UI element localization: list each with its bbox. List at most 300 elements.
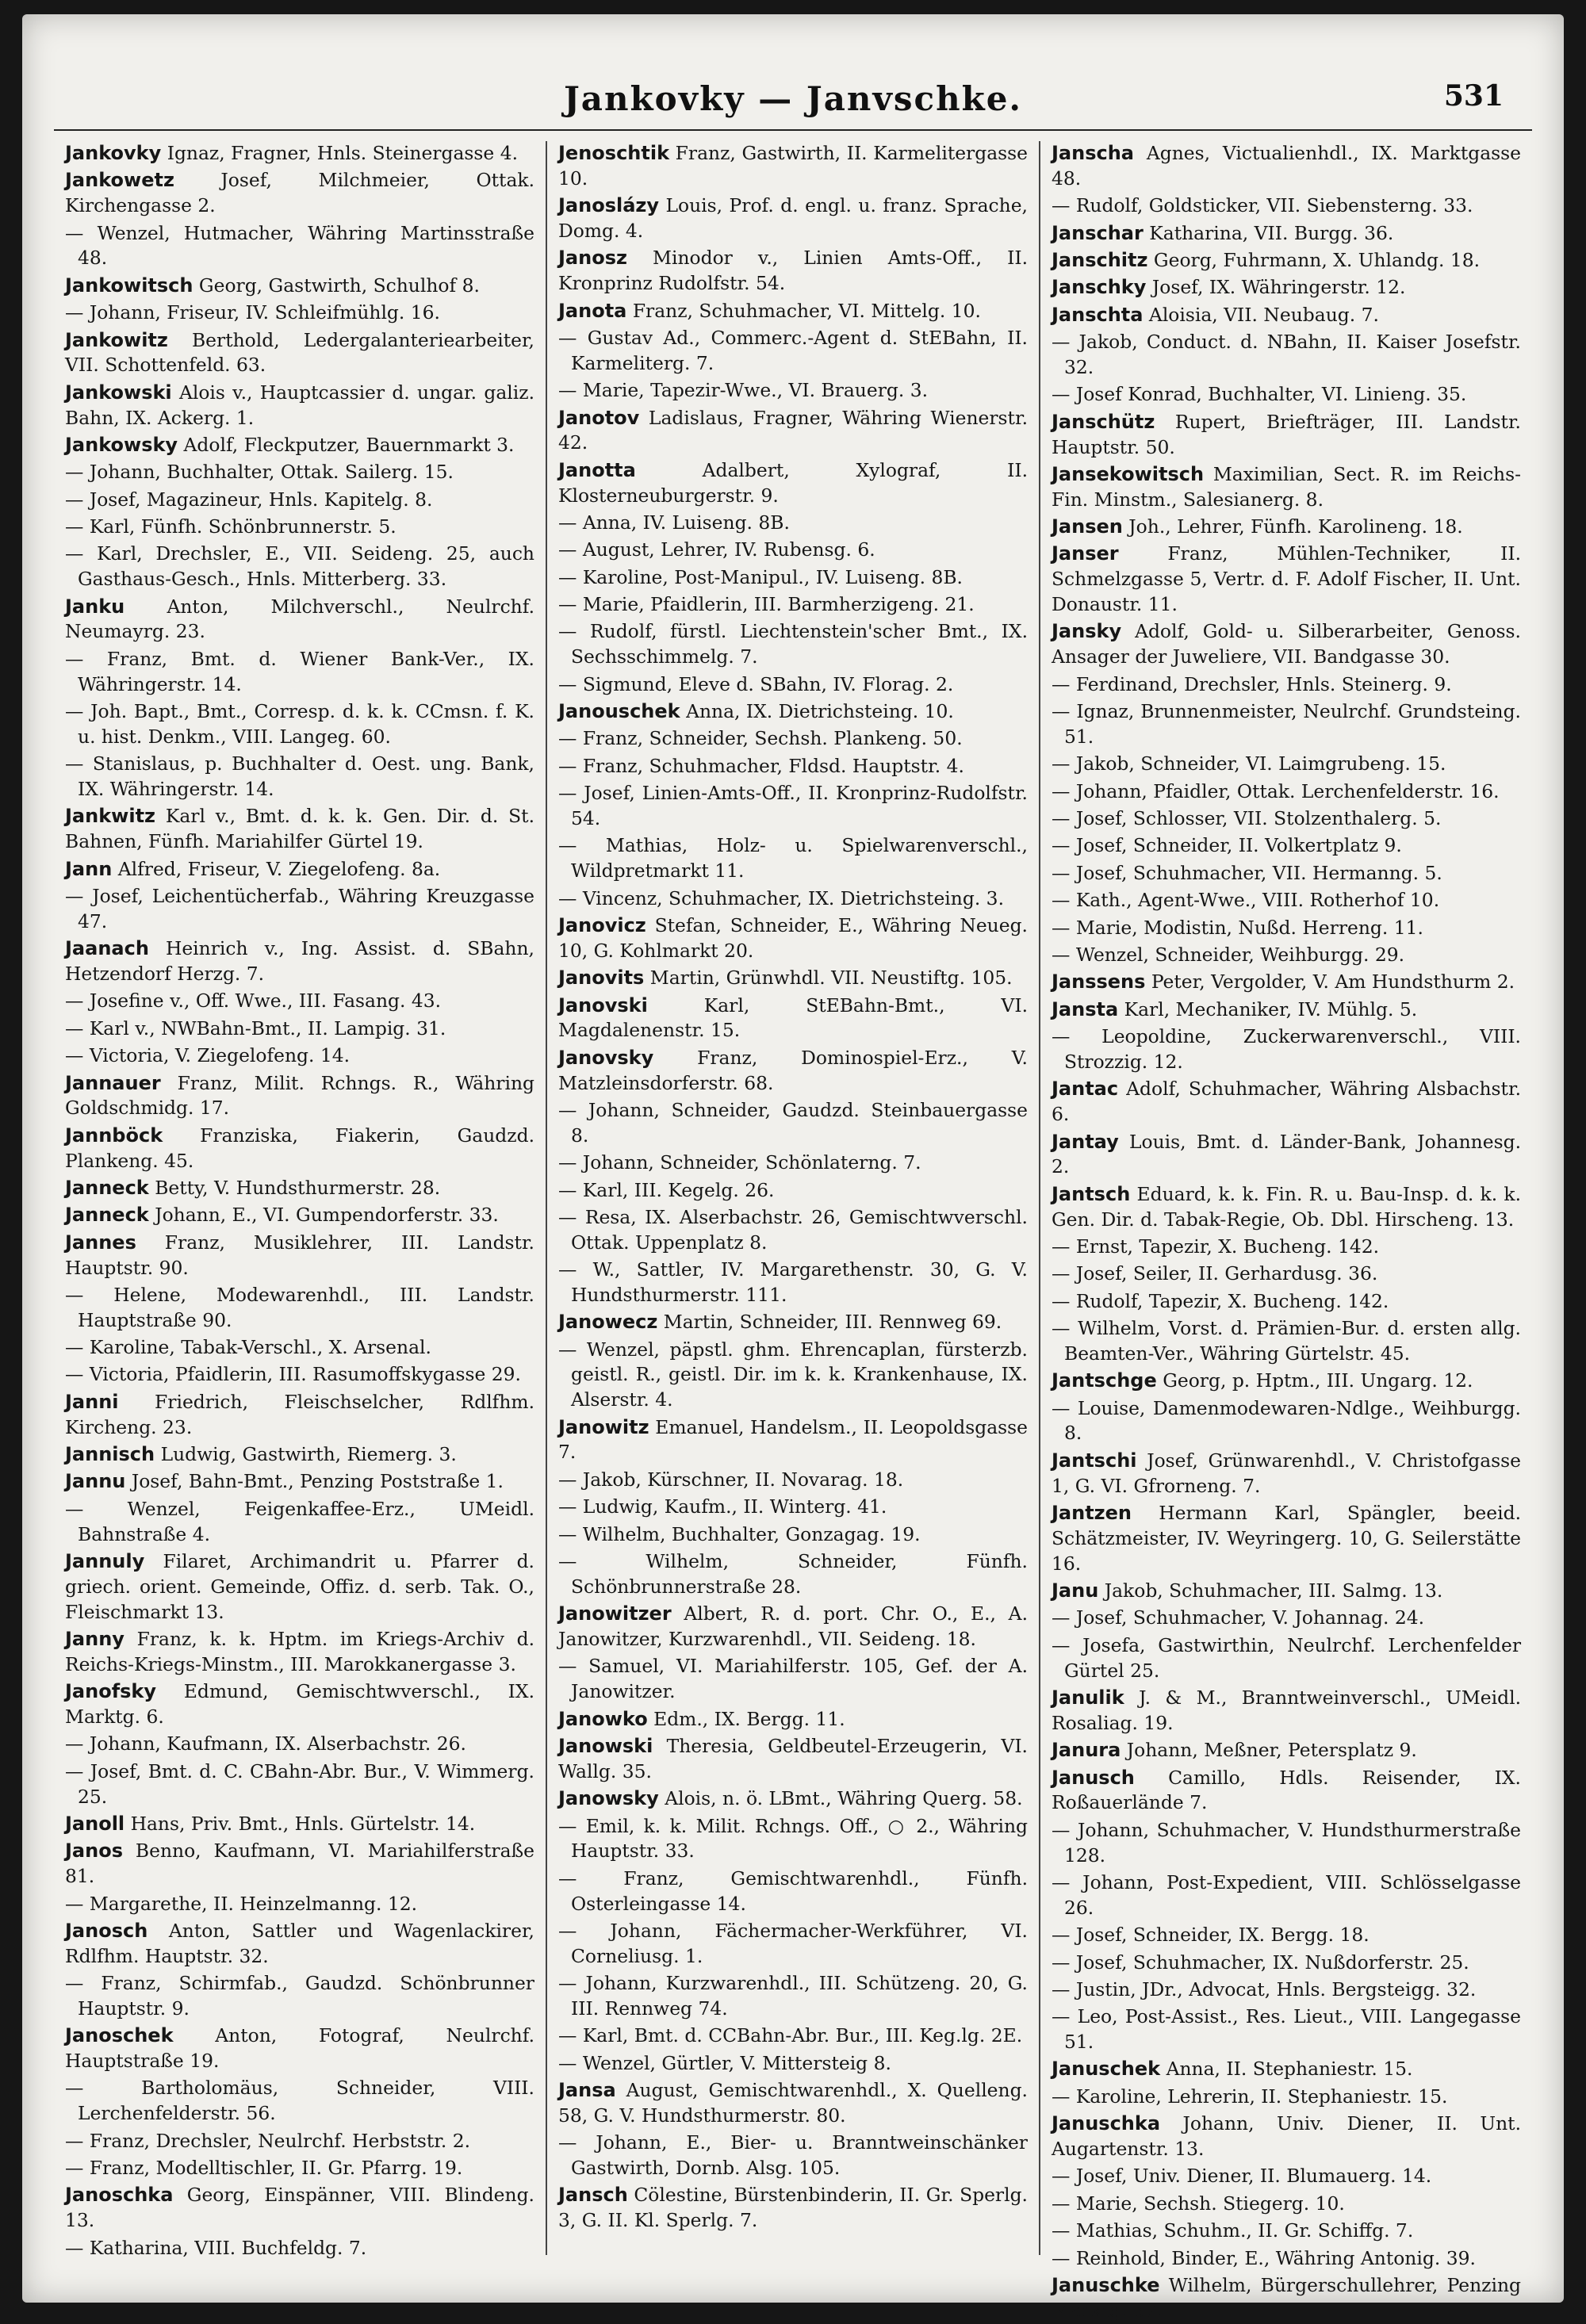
directory-entry — [558, 1971, 1028, 2022]
directory-entry — [1052, 1077, 1521, 1128]
entry-details: Maximilian, Sect. R. im Reichs-Fin. Minstm., Salesianerg. 8. — [1052, 462, 1521, 511]
entry-details: Aloisia, VII. Neubaug. 7. — [1148, 303, 1379, 326]
directory-entry — [1052, 619, 1521, 670]
directory-entry — [1052, 916, 1521, 941]
entry-details: — Johann, Schneider, Gaudzd. Steinbauergasse 8. — [558, 1098, 1028, 1147]
directory-entry — [65, 542, 534, 592]
directory-entry — [65, 647, 534, 698]
directory-entry — [65, 460, 534, 485]
entry-surname: Janoschka — [65, 2184, 174, 2207]
entry-surname: Janura — [1052, 1739, 1121, 1762]
directory-entry — [1052, 1024, 1521, 1075]
entry-surname: Janovicz — [558, 913, 646, 936]
entry-details: Franz, Gastwirth, II. Karmelitergasse 10. — [558, 142, 1029, 190]
entry-details: — Franz, Modelltischler, II. Gr. Pfarrg. 19. — [65, 2157, 463, 2180]
entry-surname: Janschütz — [1052, 410, 1155, 433]
directory-entry — [1052, 752, 1521, 777]
entry-details: — Reinhold, Binder, E., Währing Antonig. 39. — [1052, 2246, 1476, 2269]
entry-details: — Franz, Schirmfab., Gaudzd. Schönbrunner Hauptstr. 9. — [65, 1972, 534, 2020]
entry-surname: Jannauer — [65, 1071, 161, 1094]
entry-surname: Janneck — [65, 1176, 149, 1199]
directory-entry — [1052, 1606, 1521, 1631]
entry-surname: Janni — [65, 1390, 119, 1413]
directory-entry — [558, 994, 1028, 1044]
entry-details: Johann, Meßner, Petersplatz 9. — [1126, 1739, 1417, 1762]
entry-details: — Josef, Leichentücherfab., Währing Kreuzgasse 47. — [65, 885, 534, 932]
entry-surname: Janosz — [558, 247, 627, 270]
directory-entry — [65, 936, 534, 987]
directory-entry — [65, 699, 534, 750]
entry-details: Louis, Bmt. d. Länder-Bank, Johannesg. 2. — [1052, 1130, 1522, 1178]
entry-surname: Janowecz — [558, 1311, 658, 1334]
directory-entry — [558, 1415, 1028, 1466]
directory-entry — [558, 2051, 1028, 2077]
entry-surname: Jankowski — [65, 381, 172, 404]
directory-entry — [1052, 193, 1521, 219]
entry-details: — Wenzel, Gürtler, V. Mittersteig 8. — [558, 2051, 891, 2074]
directory-entry — [65, 488, 534, 513]
entry-details: — Rudolf, Goldsticker, VII. Siebensterng. 33. — [1052, 194, 1473, 217]
entry-surname: Janoslázy — [558, 194, 660, 217]
directory-entry — [1052, 1289, 1521, 1315]
directory-entry — [558, 1654, 1028, 1705]
entry-details: Adalbert, Xylograf, II. Klosterneuburgerstr. 9. — [558, 458, 1028, 507]
entry-details: — Johann, Post-Expedient, VIII. Schlösselgasse 26. — [1052, 1870, 1521, 1919]
directory-entry — [65, 1549, 534, 1625]
entry-surname: Janschitz — [1052, 248, 1148, 271]
directory-entry — [558, 378, 1028, 404]
directory-entry — [1052, 2112, 1521, 2162]
entry-details: Franz, k. k. Hptm. im Kriegs-Archiv d. Reichs-Kriegs-Minstm., III. Marokkanergasse 3. — [65, 1628, 535, 1675]
entry-details: — Wenzel, päpstl. ghm. Ehrencaplan, fürsterzb. geistl. R., geistl. Dir. im k. k. Krankenhause, IX. Alserstr. 4. — [558, 1338, 1028, 1411]
entry-details: — Karoline, Post-Manipul., IV. Luiseng. 8B. — [558, 565, 963, 588]
directory-entry — [558, 2078, 1028, 2129]
entry-details: — Josef, Seiler, II. Gerhardusg. 36. — [1052, 1262, 1378, 1285]
directory-entry — [558, 619, 1028, 670]
directory-entry — [65, 804, 534, 855]
entry-surname: Jansch — [558, 2184, 628, 2207]
directory-entry — [65, 1679, 534, 1730]
directory-entry — [1052, 248, 1521, 274]
directory-entry — [65, 1203, 534, 1228]
directory-entry — [65, 141, 534, 167]
entry-details: Katharina, VII. Burgg. 36. — [1149, 221, 1394, 244]
entry-surname: Jankovky — [65, 142, 162, 164]
entry-surname: Jankwitz — [65, 805, 156, 828]
entry-details: — Franz, Schneider, Sechsh. Plankeng. 50. — [558, 727, 963, 750]
directory-entry — [558, 699, 1028, 725]
entry-surname: Janotov — [558, 406, 640, 429]
entry-details: — Victoria, V. Ziegelofeng. 14. — [65, 1044, 351, 1067]
entry-details: — Josef, Schlosser, VII. Stolzenthalerg. 5. — [1052, 807, 1442, 830]
entry-details: Berthold, Ledergalanteriearbeiter, VII. Schottenfeld. 63. — [65, 328, 534, 377]
entry-details: — Johann, Fächermacher-Werkführer, VI. Corneliusg. 1. — [558, 1919, 1028, 1967]
entry-surname: Janny — [65, 1628, 125, 1650]
entry-surname: Jannu — [65, 1470, 126, 1493]
entry-details: Franz, Milit. Rchngs. R., Währing Goldschmidg. 17. — [65, 1071, 534, 1120]
entry-details: Emanuel, Handelsm., II. Leopoldsgasse 7. — [558, 1415, 1029, 1464]
directory-entry — [1052, 2164, 1521, 2189]
entry-details: Friedrich, Fleischselcher, Rdlfhm. Kircheng. 23. — [65, 1390, 535, 1438]
directory-entry — [1052, 1978, 1521, 2003]
directory-entry — [558, 781, 1028, 832]
directory-entry — [558, 1495, 1028, 1520]
entry-details: — Josef, Magazineur, Hnls. Kapitelg. 8. — [65, 488, 433, 511]
entry-surname: Januschke — [1052, 2274, 1160, 2296]
directory-entry — [558, 726, 1028, 752]
entry-details: Anton, Fotograf, Neulrchf. Hauptstraße 19. — [65, 2024, 535, 2073]
entry-details: Hermann Karl, Spängler, beeid. Schätzmeister, IV. Weyringerg. 10, G. Seilerstätte 16. — [1052, 1502, 1522, 1575]
entry-surname: Jansa — [558, 2079, 616, 2102]
entry-surname: Janscha — [1052, 142, 1135, 164]
entry-surname: Janneck — [65, 1204, 149, 1227]
entry-surname: Jansta — [1052, 997, 1119, 1020]
directory-entry — [558, 1602, 1028, 1652]
entry-details: Ladislaus, Fragner, Währing Wienerstr. 42. — [558, 406, 1029, 454]
entry-details: — Emil, k. k. Milit. Rchngs. Off., ○ 2., Währing Hauptstr. 33. — [558, 1814, 1028, 1863]
entry-details: — Marie, Sechsh. Stiegerg. 10. — [1052, 2192, 1345, 2215]
directory-entry — [65, 1283, 534, 1334]
entry-details: Cölestine, Bürstenbinderin, II. Gr. Sperlg. 3, G. II. Kl. Sperlg. 7. — [558, 2184, 1028, 2232]
directory-entry — [65, 1839, 534, 1889]
directory-entry — [558, 1549, 1028, 1600]
entry-details: — Louise, Damenmodewaren-Ndlge., Weihburgg. 8. — [1052, 1396, 1521, 1445]
entry-details: Martin, Grünwhdl. VII. Neustiftg. 105. — [649, 967, 1013, 990]
entry-surname: Janser — [1052, 542, 1119, 565]
directory-entry — [1052, 997, 1521, 1023]
entry-surname: Jankowsky — [65, 433, 178, 456]
directory-entry — [1052, 410, 1521, 461]
directory-entry — [1052, 303, 1521, 328]
entry-details: Georg, Gastwirth, Schulhof 8. — [198, 274, 480, 297]
directory-entry — [65, 884, 534, 935]
directory-entry — [65, 1362, 534, 1388]
entry-details: Edm., IX. Bergg. 11. — [653, 1707, 845, 1730]
directory-entry — [558, 966, 1028, 991]
entry-surname: Janulik — [1052, 1686, 1124, 1709]
entry-details: Ludwig, Gastwirth, Riemerg. 3. — [160, 1443, 457, 1466]
directory-entry — [65, 1627, 534, 1678]
entry-details: — Johann, Schneider, Schönlaterng. 7. — [558, 1151, 921, 1174]
directory-entry — [1052, 1923, 1521, 1948]
entry-details: Louis, Prof. d. engl. u. franz. Sprache, Domg. 4. — [558, 194, 1028, 242]
entry-details: Anton, Milchverschl., Neulrchf. Neumayrg. 23. — [65, 595, 534, 643]
entry-details: Betty, V. Hundsthurmerstr. 28. — [155, 1176, 441, 1199]
entry-details: — Karl, III. Kegelg. 26. — [558, 1178, 775, 1201]
directory-entry — [558, 246, 1028, 297]
directory-entry — [65, 2236, 534, 2261]
directory-entry — [65, 752, 534, 802]
entry-details: Martin, Schneider, III. Rennweg 69. — [663, 1311, 1002, 1334]
directory-entry — [1052, 699, 1521, 750]
entry-details: — Franz, Gemischtwarenhdl., Fünfh. Osterleingasse 14. — [558, 1866, 1028, 1915]
directory-entry — [558, 565, 1028, 591]
entry-surname: Januschek — [1052, 2058, 1161, 2081]
entry-surname: Janku — [65, 595, 125, 618]
directory-entry — [65, 515, 534, 540]
directory-entry — [65, 301, 534, 326]
entry-details: — Ignaz, Brunnenmeister, Neulrchf. Grundsteing. 51. — [1052, 700, 1521, 748]
directory-entry — [558, 511, 1028, 536]
entry-details: — Mathias, Schuhm., II. Gr. Schiffg. 7. — [1052, 2219, 1414, 2242]
entry-surname: Janovits — [558, 967, 645, 990]
entry-surname: Jannes — [65, 1231, 136, 1254]
entry-details: — Josef, Schuhmacher, IX. Nußdorferstr. 25. — [1052, 1951, 1469, 1974]
entry-surname: Jantac — [1052, 1078, 1119, 1101]
entry-details: — Josef, Schneider, II. Volkertplatz 9. — [1052, 834, 1402, 857]
directory-entry — [1052, 1738, 1521, 1763]
directory-entry — [558, 1258, 1028, 1308]
entry-details: Anna, IX. Dietrichsteing. 10. — [686, 700, 954, 723]
directory-entry — [1052, 141, 1521, 192]
entry-details: — Anna, IV. Luiseng. 8B. — [558, 511, 790, 534]
entry-details: — Josef, Linien-Amts-Off., II. Kronprinz-Rudolfstr. 54. — [558, 782, 1028, 830]
directory-entry — [65, 1497, 534, 1548]
entry-details: Stefan, Schneider, E., Währing Neueg. 10, G. Kohlmarkt 20. — [558, 913, 1028, 962]
entry-details: Ignaz, Fragner, Hnls. Steinergasse 4. — [167, 142, 519, 164]
directory-entry — [558, 672, 1028, 698]
directory-entry — [558, 1919, 1028, 1970]
directory-entry — [65, 1442, 534, 1468]
entry-details: Josef, Grünwarenhdl., V. Christofgasse 1, G. VI. Gfrorneng. 7. — [1052, 1449, 1521, 1497]
directory-page — [22, 14, 1564, 2322]
entry-details: — Johann, Kurzwarenhdl., III. Schützeng. 20, G. III. Rennweg 74. — [558, 1972, 1028, 2020]
entry-details: Benno, Kaufmann, VI. Mariahilferstraße 81. — [65, 1840, 534, 1888]
directory-entry — [1052, 1501, 1521, 1576]
directory-entry — [65, 857, 534, 883]
entry-details: — Wenzel, Hutmacher, Währing Martinsstraße 48. — [65, 221, 534, 270]
directory-entry — [65, 989, 534, 1014]
entry-details: Joh., Lehrer, Fünfh. Karolineng. 18. — [1128, 515, 1463, 538]
directory-entry — [65, 1892, 534, 1917]
directory-entry — [65, 1017, 534, 1042]
directory-entry — [1052, 833, 1521, 859]
directory-entry — [558, 1310, 1028, 1335]
directory-entry — [1052, 2273, 1521, 2324]
entry-details: Adolf, Fleckputzer, Bauernmarkt 3. — [183, 433, 515, 456]
directory-entry — [65, 274, 534, 299]
entry-details: — Johann, Schuhmacher, V. Hundsthurmerstraße 128. — [1052, 1818, 1521, 1866]
directory-entry — [65, 1335, 534, 1361]
entry-details: — Stanislaus, p. Buchhalter d. Oest. ung. Bank, IX. Währingerstr. 14. — [65, 752, 534, 801]
directory-entry — [558, 193, 1028, 244]
directory-entry — [65, 1732, 534, 1757]
entry-details: — Karl, Bmt. d. CCBahn-Abr. Bur., III. Keg.lg. 2E. — [558, 2024, 1023, 2047]
column-1 — [54, 141, 546, 2259]
directory-entry — [558, 141, 1028, 192]
entry-details: — Johann, Pfaidler, Ottak. Lerchenfelderstr. 16. — [1052, 779, 1500, 802]
entry-surname: Jann — [65, 857, 113, 880]
entry-details: — Josefine v., Off. Wwe., III. Fasang. 43. — [65, 990, 442, 1013]
entry-surname: Jenoschtik — [558, 142, 670, 164]
directory-entry — [1052, 221, 1521, 247]
directory-entry — [1052, 861, 1521, 886]
entry-details: — Josef, Univ. Diener, II. Blumauerg. 14. — [1052, 2165, 1432, 2188]
entry-details: Anna, II. Stephaniestr. 15. — [1166, 2058, 1413, 2081]
directory-entry — [558, 1786, 1028, 1812]
entry-details: Wilhelm, Bürgerschullehrer, Penzing Marktg. 57. — [1052, 2274, 1522, 2322]
entry-details: — Ernst, Tapezir, X. Bucheng. 142. — [1052, 1235, 1380, 1258]
directory-entry — [1052, 1633, 1521, 1684]
directory-entry — [558, 886, 1028, 912]
directory-entry — [65, 381, 534, 431]
entry-details: — Josefa, Gastwirthin, Neulrchf. Lerchenfelder Gürtel 25. — [1052, 1633, 1521, 1682]
directory-entry — [1052, 1579, 1521, 1604]
directory-entry — [65, 1971, 534, 2022]
entry-surname: Jannböck — [65, 1124, 163, 1147]
directory-entry — [558, 2023, 1028, 2049]
entry-details: Josef, IX. Währingerstr. 12. — [1151, 276, 1406, 299]
entry-surname: Jantschge — [1052, 1369, 1157, 1392]
entry-details: Peter, Vergolder, V. Am Hundsthurm 2. — [1151, 971, 1515, 994]
entry-details: — Rudolf, Tapezir, X. Bucheng. 142. — [1052, 1289, 1389, 1312]
entry-surname: Jantzen — [1052, 1502, 1132, 1525]
entry-details: — Vincenz, Schuhmacher, IX. Dietrichsteing. 3. — [558, 886, 1005, 909]
directory-entry — [558, 833, 1028, 884]
entry-surname: Janos — [65, 1840, 123, 1863]
entry-details: Josef, Bahn-Bmt., Penzing Poststraße 1. — [131, 1470, 504, 1493]
entry-details: — Jakob, Conduct. d. NBahn, II. Kaiser Josefstr. 32. — [1052, 331, 1521, 378]
entry-details: — Josef, Schuhmacher, VII. Hermanng. 5. — [1052, 861, 1442, 884]
entry-details: — Wilhelm, Buchhalter, Gonzagag. 19. — [558, 1522, 921, 1545]
directory-entry — [65, 1071, 534, 1122]
entry-surname: Janowski — [558, 1734, 653, 1757]
directory-entry — [1052, 888, 1521, 913]
entry-details: — Karl, Fünfh. Schönbrunnerstr. 5. — [65, 515, 396, 538]
entry-details: — Resa, IX. Alserbachstr. 26, Gemischtwverschl. Ottak. Uppenplatz 8. — [558, 1205, 1028, 1254]
entry-details: Karl, Mechaniker, IV. Mühlg. 5. — [1124, 997, 1418, 1020]
entry-details: Franz, Mühlen-Techniker, II. Schmelzgasse 5, Vertr. d. F. Adolf Fischer, II. Unt. Donaustr. 11. — [1052, 542, 1522, 616]
column-2 — [546, 141, 1039, 2255]
entry-details: Eduard, k. k. Fin. R. u. Bau-Insp. d. k. k. Gen. Dir. d. Tabak-Regie, Ob. Dbl. Hirscheng. 13. — [1052, 1182, 1521, 1231]
directory-entry — [558, 1338, 1028, 1413]
directory-entry — [1052, 1766, 1521, 1817]
entry-details: — Franz, Bmt. d. Wiener Bank-Ver., IX. Währingerstr. 14. — [65, 647, 534, 695]
directory-entry — [558, 326, 1028, 377]
entry-details: Johann, E., VI. Gumpendorferstr. 33. — [155, 1204, 499, 1227]
entry-surname: Janofsky — [65, 1680, 157, 1703]
directory-entry — [558, 1046, 1028, 1097]
entry-details: — Johann, Buchhalter, Ottak. Sailerg. 15. — [65, 461, 454, 484]
running-head: Jankovky — Janvschke. — [563, 79, 1023, 118]
entry-details: Heinrich v., Ing. Assist. d. SBahn, Hetzendorf Herzg. 7. — [65, 937, 534, 985]
entry-details: — Wenzel, Schneider, Weihburgg. 29. — [1052, 943, 1405, 966]
entry-surname: Janovski — [558, 994, 648, 1017]
entry-details: — Helene, Modewarenhdl., III. Landstr. Hauptstraße 90. — [65, 1283, 534, 1331]
directory-entry — [1052, 382, 1521, 408]
directory-entry — [558, 913, 1028, 964]
entry-surname: Janowsky — [558, 1787, 659, 1810]
directory-entry — [1052, 970, 1521, 995]
entry-details: Rupert, Briefträger, III. Landstr. Hauptstr. 50. — [1052, 410, 1521, 458]
directory-entry — [65, 1231, 534, 1281]
directory-entry — [1052, 2057, 1521, 2082]
entry-details: — Sigmund, Eleve d. SBahn, IV. Florag. 2. — [558, 672, 954, 695]
entry-surname: Jankowitsch — [65, 274, 193, 297]
entry-details: — Ludwig, Kaufm., II. Winterg. 41. — [558, 1495, 887, 1518]
entry-surname: Jannisch — [65, 1443, 155, 1466]
directory-entry — [65, 433, 534, 458]
entry-details: — Josef, Schneider, IX. Bergg. 18. — [1052, 1924, 1370, 1947]
entry-details: Alfred, Friseur, V. Ziegelofeng. 8a. — [117, 857, 441, 880]
directory-entry — [65, 1043, 534, 1069]
directory-entry — [558, 458, 1028, 509]
entry-details: — August, Lehrer, IV. Rubensg. 6. — [558, 538, 875, 561]
entry-details: Georg, Einspänner, VIII. Blindeng. 13. — [65, 2184, 534, 2232]
entry-surname: Jankowitz — [65, 328, 168, 351]
directory-entry — [1052, 779, 1521, 805]
entry-details: — Wilhelm, Vorst. d. Prämien-Bur. d. ersten allg. Beamten-Ver., Währing Gürtelstr. 45. — [1052, 1317, 1521, 1365]
entry-details: Franz, Dominospiel-Erz., V. Matzleinsdorferstr. 68. — [558, 1046, 1028, 1094]
directory-entry — [1052, 1396, 1521, 1447]
entry-details: — Samuel, VI. Mariahilferstr. 105, Gef. der A. Janowitzer. — [558, 1655, 1028, 1703]
directory-entry — [1052, 1369, 1521, 1394]
entry-details: — Victoria, Pfaidlerin, III. Rasumoffskygasse 29. — [65, 1363, 521, 1386]
entry-details: Anton, Sattler und Wagenlackirer, Rdlfhm. Hauptstr. 32. — [65, 1919, 534, 1967]
entry-details: — Marie, Pfaidlerin, III. Barmherzigeng. 21. — [558, 593, 975, 616]
directory-entry — [558, 538, 1028, 563]
entry-surname: Jansky — [1052, 620, 1122, 643]
entry-details: — Mathias, Holz- u. Spielwarenverschl., Wildpretmarkt 11. — [558, 834, 1028, 883]
entry-surname: Janoschek — [65, 2024, 174, 2047]
entry-details: Alois v., Hauptcassier d. ungar. galiz. Bahn, IX. Ackerg. 1. — [65, 381, 535, 429]
directory-entry — [1052, 1449, 1521, 1499]
directory-entry — [65, 1390, 534, 1441]
directory-entry — [558, 2131, 1028, 2181]
entry-details: — Karoline, Tabak-Verschl., X. Arsenal. — [65, 1336, 431, 1359]
directory-entry — [558, 299, 1028, 324]
entry-details: — Franz, Drechsler, Neulrchf. Herbststr. 2. — [65, 2129, 471, 2152]
entry-details: — Wilhelm, Schneider, Fünfh. Schönbrunnerstraße 28. — [558, 1550, 1028, 1598]
entry-surname: Janu — [1052, 1579, 1099, 1602]
entry-details: — Josef, Schuhmacher, V. Johannag. 24. — [1052, 1606, 1425, 1629]
directory-entry — [65, 595, 534, 645]
directory-entry — [1052, 330, 1521, 381]
entry-details: — Wenzel, Feigenkaffee-Erz., UMeidl. Bahnstraße 4. — [65, 1497, 534, 1545]
directory-entry — [1052, 2085, 1521, 2110]
directory-entry — [65, 2156, 534, 2181]
entry-details: — Gustav Ad., Commerc.-Agent d. StEBahn, II. Karmeliterg. 7. — [558, 326, 1028, 374]
entry-details: — Leopoldine, Zuckerwarenverschl., VIII. Strozzig. 12. — [1052, 1025, 1521, 1073]
entry-surname: Janota — [558, 299, 627, 322]
entry-surname: Janssens — [1052, 971, 1146, 994]
entry-details: Georg, p. Hptm., III. Ungarg. 12. — [1163, 1369, 1473, 1392]
entry-surname: Janschky — [1052, 276, 1147, 299]
directory-entry — [65, 1176, 534, 1201]
entry-details: — Johann, Friseur, IV. Schleifmühlg. 16. — [65, 301, 440, 324]
entry-details: — Josef, Bmt. d. C. CBahn-Abr. Bur., V. Wimmerg. 25. — [65, 1759, 534, 1808]
directory-entry — [1052, 1870, 1521, 1921]
directory-entry — [558, 1151, 1028, 1176]
directory-entry — [1052, 1182, 1521, 1233]
directory-entry — [1052, 1316, 1521, 1367]
directory-entry — [65, 2076, 534, 2127]
entry-surname: Jansekowitsch — [1052, 462, 1205, 485]
entry-surname: Janosch — [65, 1919, 148, 1942]
entry-surname: Janschta — [1052, 303, 1144, 326]
entry-surname: Janowitzer — [558, 1602, 672, 1625]
entry-details: — Karl, Drechsler, E., VII. Seideng. 25, auch Gasthaus-Gesch., Hnls. Mitterberg. 33. — [65, 542, 534, 591]
directory-entry — [1052, 1686, 1521, 1736]
directory-entry — [1052, 515, 1521, 540]
entry-surname: Janowitz — [558, 1415, 649, 1438]
directory-entry — [558, 2183, 1028, 2234]
entry-details: — Kath., Agent-Wwe., VIII. Rotherhof 10. — [1052, 889, 1440, 912]
directory-entry — [65, 2129, 534, 2154]
directory-entry — [558, 1178, 1028, 1204]
directory-entry — [65, 1812, 534, 1837]
directory-entry — [1052, 2004, 1521, 2055]
